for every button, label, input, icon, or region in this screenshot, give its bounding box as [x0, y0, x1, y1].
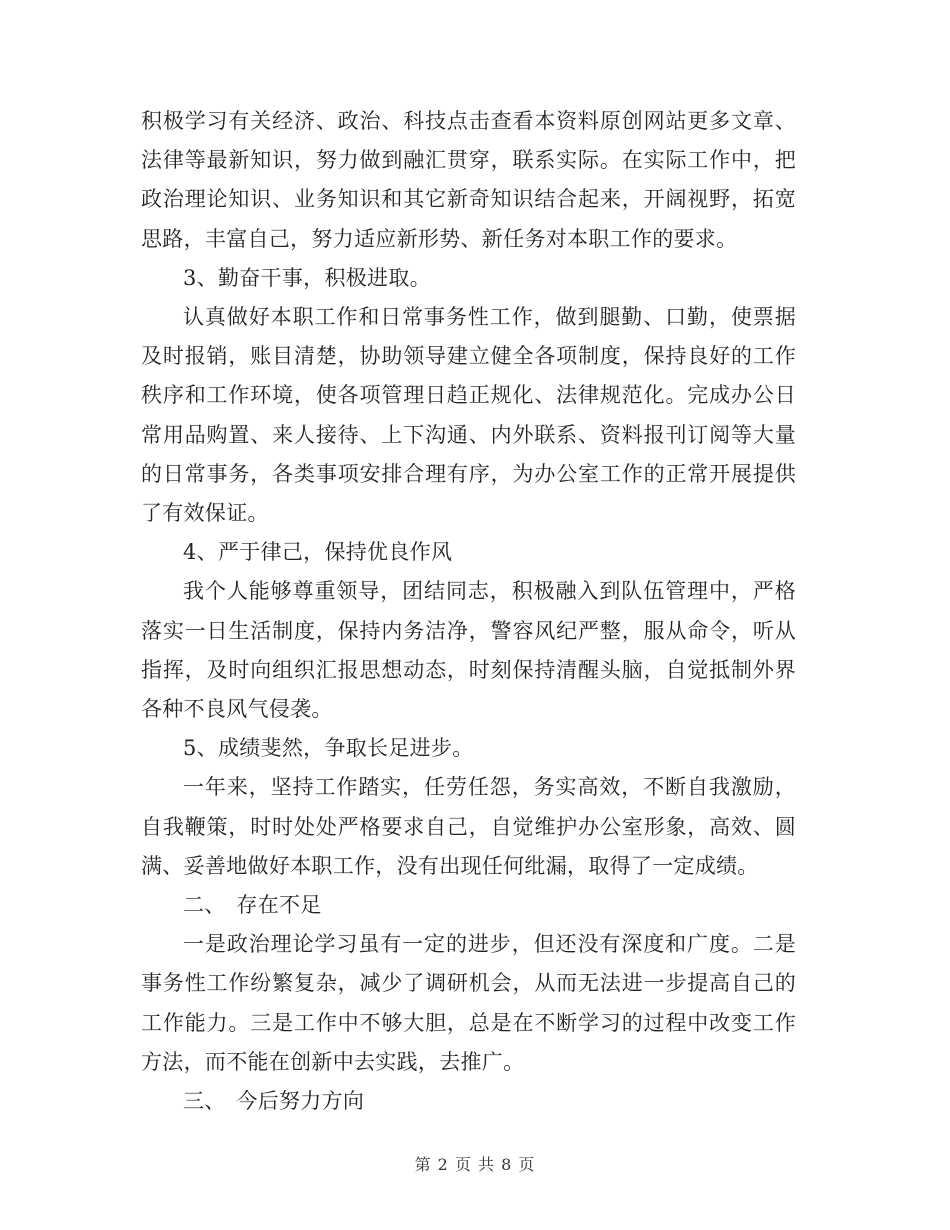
- section-heading-future: 三、 今后努力方向: [183, 1089, 365, 1114]
- page-number: 第 2 页 共 8 页: [414, 1155, 536, 1174]
- section-heading-5: 5、成绩斐然，争取长足进步。: [183, 736, 474, 761]
- paragraph-shortcomings: 一是政治理论学习虽有一定的进步，但还没有深度和广度。二是事务性工作纷繁复杂，减少了调研机会，从而无法进一步提高自己的工作能力。三是工作中不够大胆，总是在不断学习的过程中改变工作方法，而不能在创新中去实践，去推广。: [141, 932, 796, 1074]
- section-heading-4: 4、严于律己，保持优良作风: [183, 540, 453, 565]
- paragraph-discipline: 我个人能够尊重领导，团结同志，积极融入到队伍管理中，严格落实一日生活制度，保持内务洁净，警容风纪严整，服从命令，听从指挥，及时向组织汇报思想动态，时刻保持清醒头脑，自觉抵制外界各种不良风气侵袭。: [141, 579, 796, 722]
- paragraph-diligence: 认真做好本职工作和日常事务性工作，做到腿勤、口勤，使票据及时报销，账目清楚，协助领导建立健全各项制度，保持良好的工作秩序和工作环境，使各项管理日趋正规化、法律规范化。完成办公日常用品购置、来人接待、上下沟通、内外联系、资料报刊订阅等大量的日常事务，各类事项安排合理有序，为办公室工作的正常开展提供了有效保证。: [141, 305, 796, 526]
- section-heading-shortcomings: 二、 存在不足: [183, 893, 322, 918]
- paragraph-continued: 积极学习有关经济、政治、科技点击查看本资料原创网站更多文章、法律等最新知识，努力做到融汇贯穿，联系实际。在实际工作中，把政治理论知识、业务知识和其它新奇知识结合起来，开阔视野，拓宽思路，丰富自己，努力适应新形势、新任务对本职工作的要求。: [141, 109, 796, 251]
- section-heading-3: 3、勤奋干事，积极进取。: [183, 265, 431, 290]
- paragraph-achievements: 一年来，坚持工作踏实，任劳任怨，务实高效，不断自我激励，自我鞭策，时时处处严格要求自己，自觉维护办公室形象，高效、圆满、妥善地做好本职工作，没有出现任何纰漏，取得了一定成绩。: [141, 775, 796, 878]
- document-body: [141, 102, 796, 1121]
